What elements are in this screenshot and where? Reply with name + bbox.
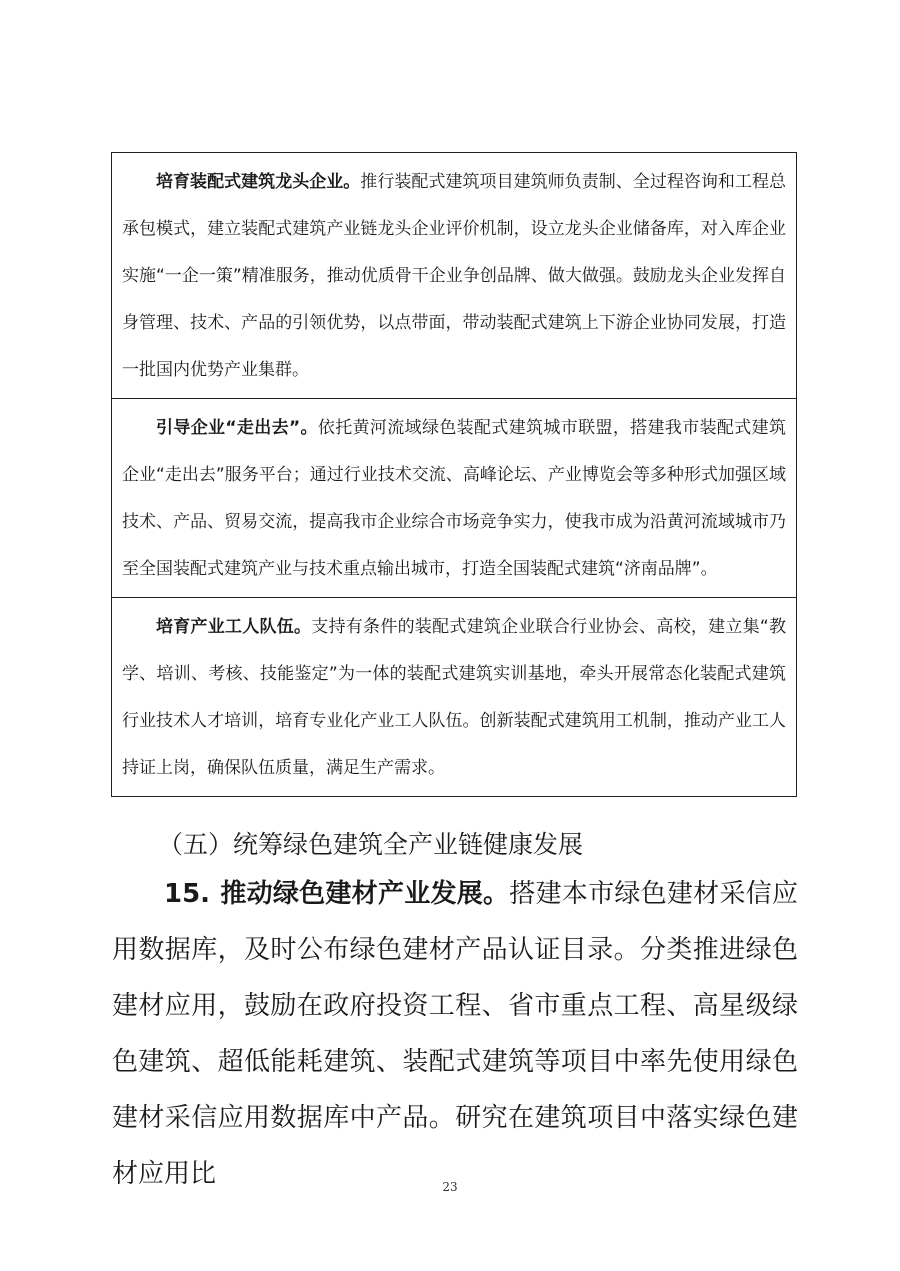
table-row: [112, 399, 797, 598]
row-body: 依托黄河流域绿色装配式建筑城市联盟，搭建我市装配式建筑企业“走出去”服务平台；通过行业技术交流、高峰论坛、产业博览会等多种形式加强区域技术、产品、贸易交流，提高我市企业综合市场竞争实力，使我市成为沿黄河流域城市乃至全国装配式建筑产业与技术重点输出城市，打造全国装配式建筑“济南品牌”。: [122, 418, 786, 579]
table-cell: [112, 399, 797, 598]
table-cell: [112, 598, 797, 797]
main-paragraph: [112, 866, 798, 1202]
row-lead: 培育产业工人队伍。: [156, 617, 312, 637]
row-body: 支持有条件的装配式建筑企业联合行业协会、高校，建立集“教学、培训、考核、技能鉴定”为一体的装配式建筑实训基地，牵头开展常态化装配式建筑行业技术人才培训，培育专业化产业工人队伍。创新装配式建筑用工机制，推动产业工人持证上岗，确保队伍质量，满足生产需求。: [122, 617, 786, 778]
paragraph-number: 15.: [164, 879, 211, 909]
row-lead: 培育装配式建筑龙头企业。: [156, 172, 361, 192]
row-body: 推行装配式建筑项目建筑师负责制、全过程咨询和工程总承包模式，建立装配式建筑产业链龙头企业评价机制，设立龙头企业储备库，对入库企业实施“一企一策”精准服务，推动优质骨干企业争创品牌、做大做强。鼓励龙头企业发挥自身管理、技术、产品的引领优势，以点带面，带动装配式建筑上下游企业协同发展，打造一批国内优势产业集群。: [122, 172, 787, 380]
page-number: 23: [442, 1180, 458, 1194]
measures-table: [111, 152, 797, 797]
paragraph-body: 搭建本市绿色建材采信应用数据库，及时公布绿色建材产品认证目录。分类推进绿色建材应用，鼓励在政府投资工程、省市重点工程、高星级绿色建筑、超低能耗建筑、装配式建筑等项目中率先使用绿色建材采信应用数据库中产品。研究在建筑项目中落实绿色建材应用比: [112, 879, 798, 1189]
table-row: [112, 598, 797, 797]
paragraph-lead: 推动绿色建材产业发展。: [220, 879, 510, 909]
section-heading: （五）统筹绿色建筑全产业链健康发展: [158, 830, 584, 859]
row-lead: 引导企业“走出去”。: [156, 418, 318, 438]
table-cell: [112, 153, 797, 399]
table-row: [112, 153, 797, 399]
